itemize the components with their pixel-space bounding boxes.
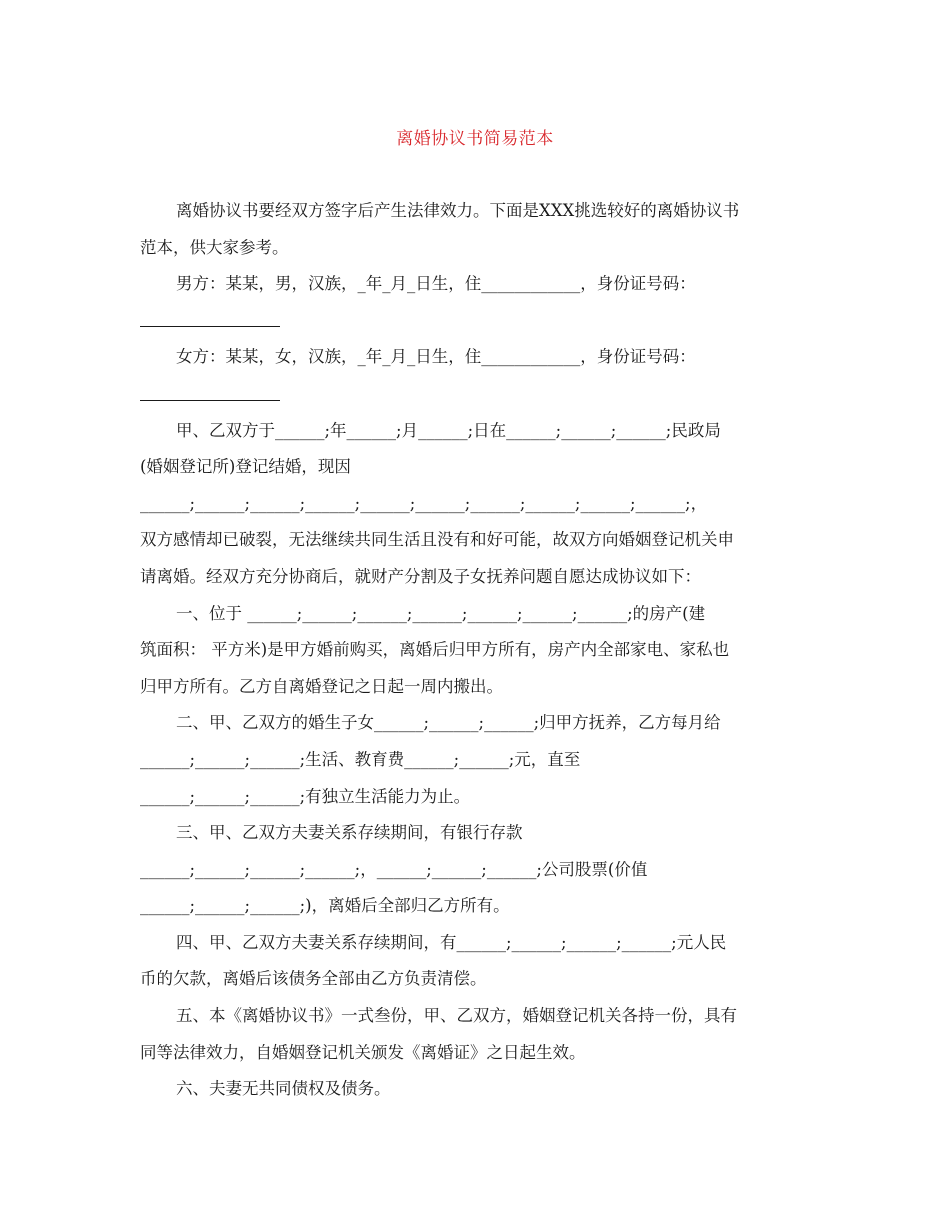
clause-3-line-3: ______;______;______;)，离婚后全部归乙方所有。	[140, 896, 510, 916]
male-id-blank	[140, 303, 280, 340]
clause-1-line-1: 一、位于 ______;______;______;______;______;______;______;的房产(建	[176, 603, 706, 623]
clause-2-line-2: ______;______;______;生活、教育费______;______;元，直至	[140, 749, 581, 769]
clause-6-line-1: 六、夫妻无共同债权及债务。	[176, 1079, 391, 1099]
marriage-line-2: (婚姻登记所)登记结婚，现因	[140, 457, 351, 477]
clause-2-line-1: 二、甲、乙双方的婚生子女______;______;______;归甲方抚养，乙方每月给	[176, 713, 721, 733]
male-party-line: 男方：某某，男，汉族，_年_月_日生，住____________，身份证号码：	[176, 274, 696, 294]
document-title: 离婚协议书简易范本	[396, 129, 554, 149]
clause-5-line-1: 五、本《离婚协议书》一式叁份，甲、乙双方，婚姻登记机关各持一份，具有	[176, 1006, 737, 1026]
clause-2-line-3: ______;______;______;有独立生活能力为止。	[140, 786, 471, 806]
intro-line-1: 离婚协议书要经双方签字后产生法律效力。下面是XXX挑选较好的离婚协议书	[176, 201, 740, 220]
marriage-line-3: ______;______;______;______;______;______;______;______;______;______;，	[140, 493, 708, 513]
clause-5-line-2: 同等法律效力，自婚姻登记机关颁发《离婚证》之日起生效。	[140, 1042, 586, 1062]
clause-4-line-1: 四、甲、乙双方夫妻关系存续期间，有______;______;______;______;元人民	[176, 932, 727, 952]
marriage-line-5: 请离婚。经双方充分协商后，就财产分割及子女抚养问题自愿达成协议如下：	[140, 566, 701, 586]
clause-3-line-1: 三、甲、乙双方夫妻关系存续期间，有银行存款	[176, 823, 523, 843]
clause-4-line-2: 币的欠款，离婚后该债务全部由乙方负责清偿。	[140, 969, 487, 989]
intro-line-2: 范本，供大家参考。	[140, 237, 289, 257]
female-party-line: 女方：某某，女，汉族，_年_月_日生，住____________，身份证号码：	[176, 347, 696, 367]
clause-1-line-2: 筑面积： 平方米)是甲方婚前购买，离婚后归甲方所有，房产内全部家电、家私也	[140, 640, 730, 660]
clause-1-line-3: 归甲方所有。乙方自离婚登记之日起一周内搬出。	[140, 676, 503, 696]
female-id-blank	[140, 376, 280, 413]
marriage-line-1: 甲、乙双方于______;年______;月______;日在______;______;______;民政局	[176, 420, 721, 440]
marriage-line-4: 双方感情却已破裂，无法继续共同生活且没有和好可能，故双方向婚姻登记机关申	[140, 530, 734, 550]
document-body	[140, 193, 812, 1108]
clause-3-line-2: ______;______;______;______;，______;______;______;公司股票(价值	[140, 859, 648, 879]
